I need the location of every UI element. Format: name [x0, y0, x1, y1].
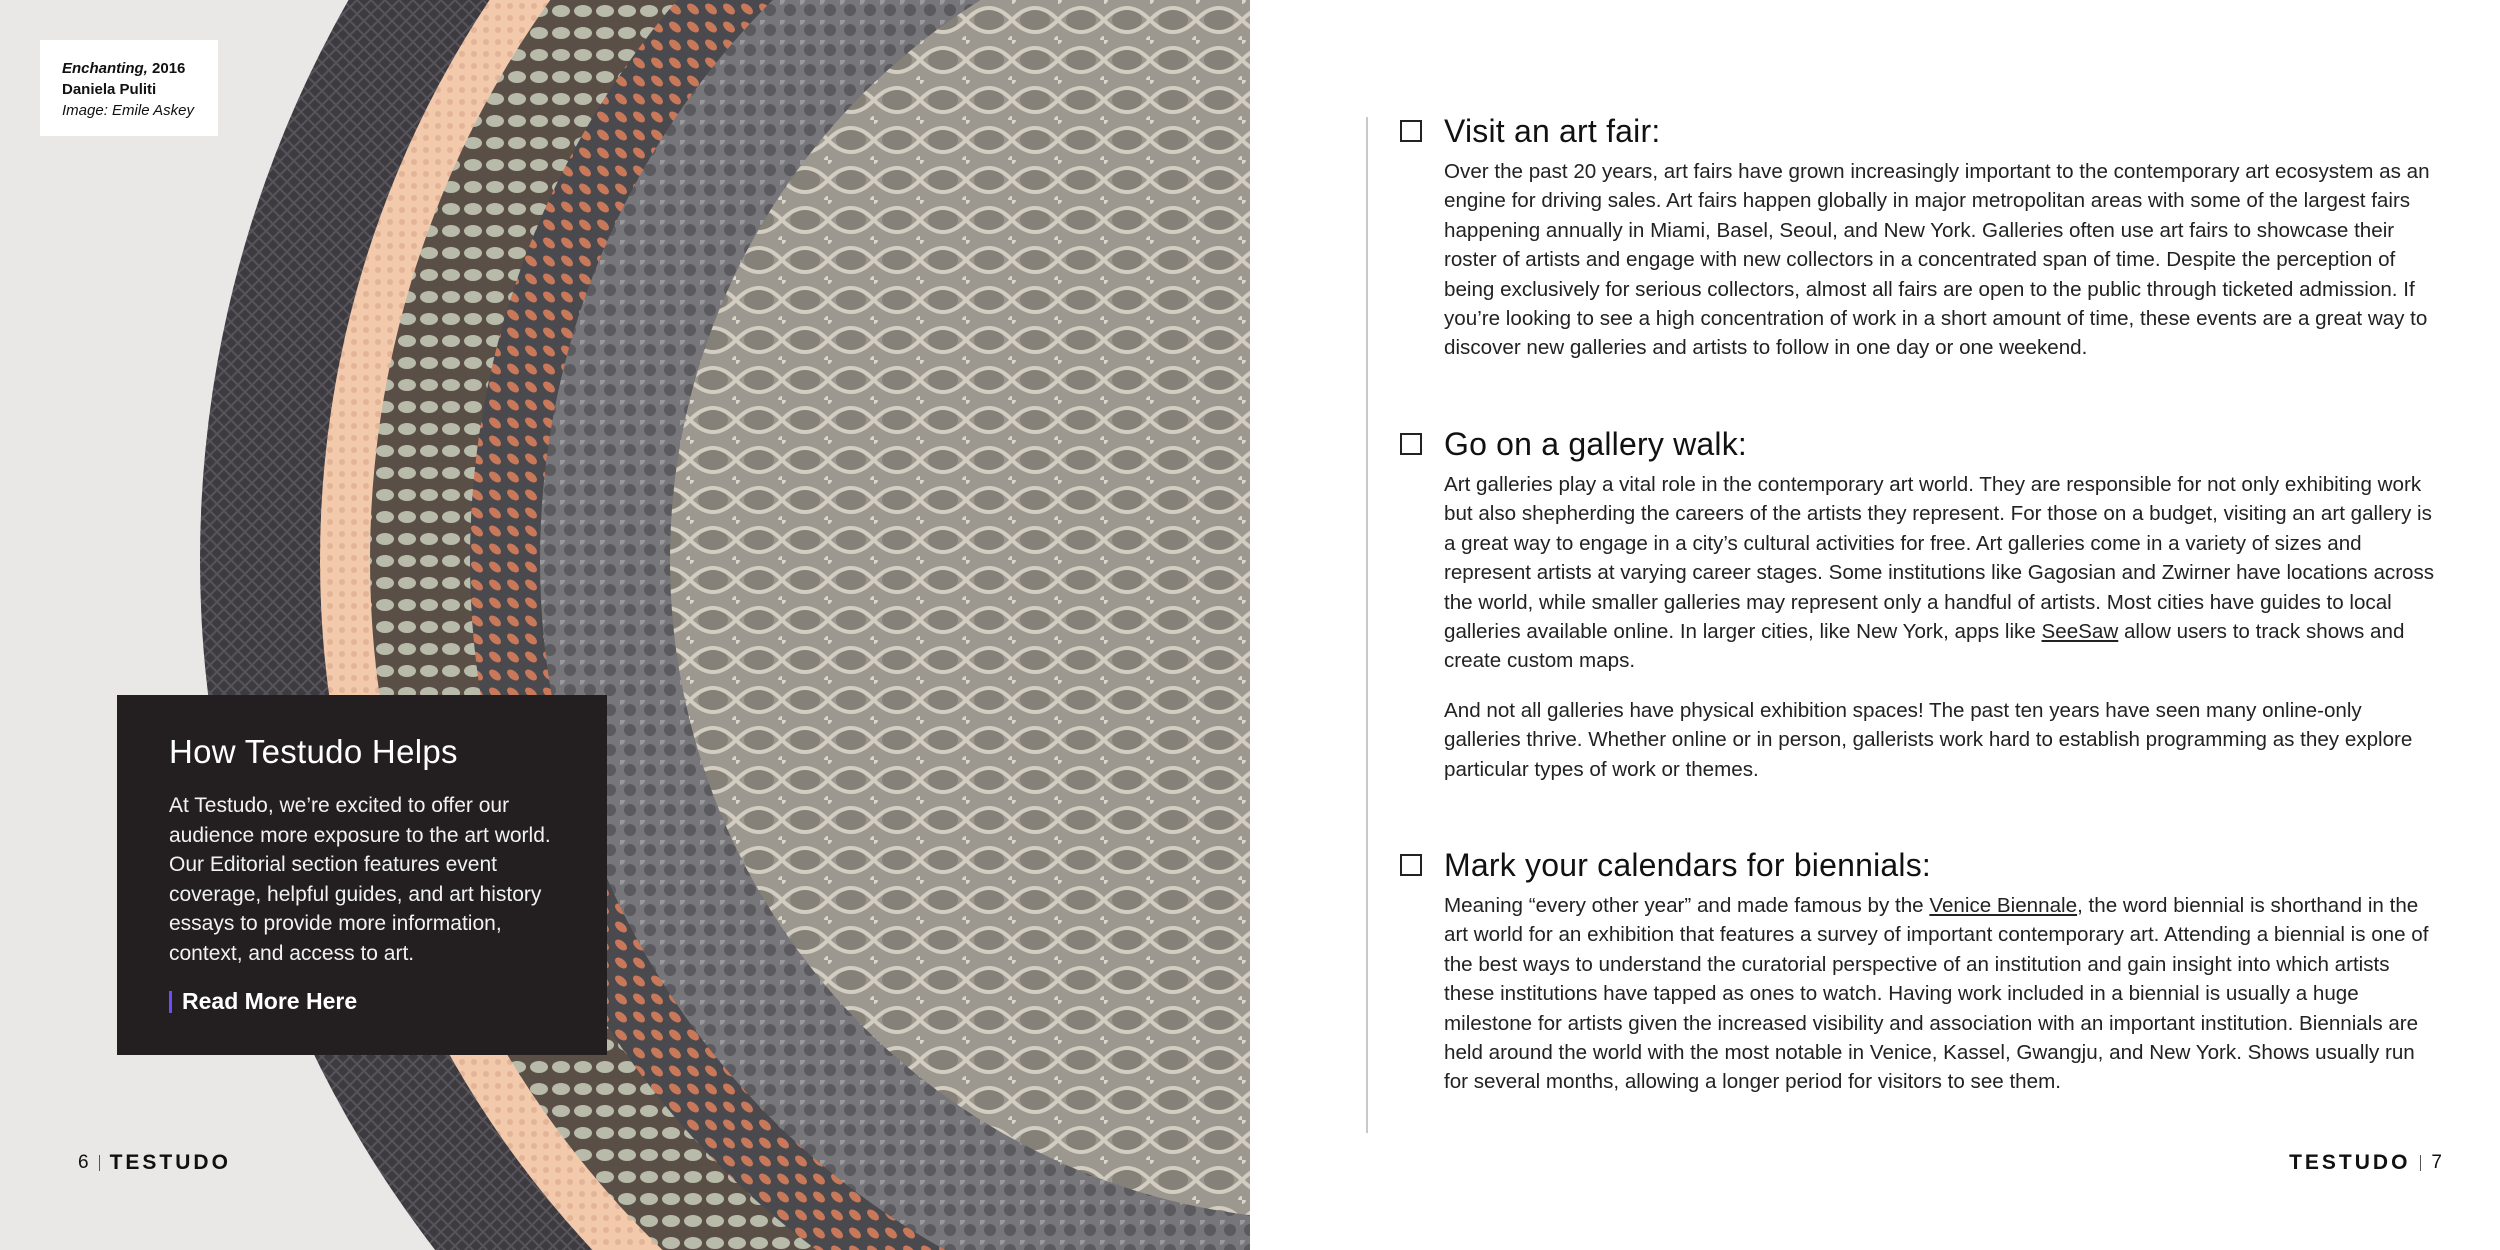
caption-artist: Daniela Puliti [62, 81, 157, 98]
folio-divider [2420, 1155, 2421, 1171]
section-heading: Mark your calendars for biennials: [1444, 846, 1932, 883]
read-more-label: Read More Here [182, 988, 358, 1014]
page-number-left: 6 [78, 1152, 89, 1173]
how-testudo-helps-box [117, 695, 607, 1055]
paragraph-text: allow users to track shows and create custom maps. [1444, 620, 2405, 673]
checkbox-art-fair[interactable] [1400, 120, 1422, 142]
checkbox-gallery-walk[interactable] [1400, 433, 1422, 455]
read-more-link[interactable] [169, 988, 559, 1015]
section-header [1400, 111, 2440, 151]
seesaw-link[interactable]: SeeSaw [2041, 620, 2119, 644]
section-paragraph [1444, 470, 2440, 676]
section-heading: Visit an art fair: [1444, 112, 1661, 149]
section-paragraph: Over the past 20 years, art fairs have grown increasingly important to the contemporary art ecosystem as an engine for driving sales. Art fairs happen globally in major metropolitan areas with some of the largest fairs happening annually in Miami, Basel, Seoul, and New York. Galleries often use art fairs to showcase their roster of artists and engage with new collectors in a concentrated span of time. Despite the perception of being exclusively for serious collectors, almost all fairs are open to the public through ticketed admission. If you’re looking to see a high concentration of work in a short amount of time, these events are a great way to discover new galleries and artists to follow in one day or one weekend. [1444, 160, 2430, 360]
section-paragraph [1444, 891, 2440, 1097]
folio-left [78, 1151, 231, 1175]
paragraph-text: , the word biennial is shorthand in the art world for an exhibition that features a survey of important contemporary art. Attending a biennial is one of the best ways to understand the curatorial perspective of an institution and gain insight into which artists these institutions have tapped as ones to watch. Having work included in a biennial is usually a huge milestone for artists given the increased visibility and association with an important institution. Biennials are held around the world with the most notable in Venice, Kassel, Gwangju, and New York. Shows usually run for several months, allowing a longer period for visitors to see them. [1444, 894, 2429, 1094]
caption-title-line [62, 58, 218, 79]
right-page [1250, 0, 2500, 1250]
paragraph-text: Meaning “every other year” and made famous by the [1444, 894, 1930, 917]
caption-image-credit: Image: Emile Askey [62, 102, 194, 119]
checkbox-biennials[interactable] [1400, 854, 1422, 876]
folio-divider [99, 1155, 100, 1171]
artwork-caption [40, 40, 218, 136]
venice-biennale-link[interactable]: Venice Biennale [1929, 894, 2078, 917]
caption-title: Enchanting, [62, 60, 148, 77]
section-header [1400, 424, 2440, 464]
paragraph-text: Art galleries play a vital role in the contemporary art world. They are responsible for not only exhibiting work but also shepherding the careers of the artists they represent. For those on a budget, visiting an art gallery is a great way to engage in a city’s cultural activities for free. Art galleries come in a variety of sizes and represent artists at varying career stages. Some institutions like Gagosian and Zwirner have locations across the world, while smaller galleries may represent only a handful of artists. Most cities have guides to local galleries available online. In larger cities, like New York, apps like [1444, 473, 2435, 644]
vertical-rule [1366, 117, 1368, 1133]
caption-year: 2016 [147, 60, 186, 77]
accent-bar-icon [169, 991, 172, 1013]
section-art-fair [1400, 111, 2440, 363]
brand-wordmark-right: TESTUDO [2289, 1151, 2411, 1174]
page-number-right: 7 [2431, 1152, 2442, 1173]
section-header [1400, 845, 2440, 885]
section-paragraph: And not all galleries have physical exhibition spaces! The past ten years have seen many online-only galleries thrive. Whether online or in person, gallerists work hard to establish programming as they explore particular types of work or themes. [1444, 698, 2413, 781]
section-gallery-walk [1400, 424, 2440, 784]
section-heading: Go on a gallery walk: [1444, 425, 1748, 462]
info-box-heading: How Testudo Helps [169, 733, 458, 770]
brand-wordmark-left: TESTUDO [109, 1151, 231, 1174]
folio-right [2289, 1151, 2442, 1175]
section-biennials [1400, 845, 2440, 1097]
info-box-body: At Testudo, we’re excited to offer our audience more exposure to the art world. Our Editorial section features event coverage, helpful guides, and art history essays to provide more information, context, and access to art. [169, 794, 551, 965]
